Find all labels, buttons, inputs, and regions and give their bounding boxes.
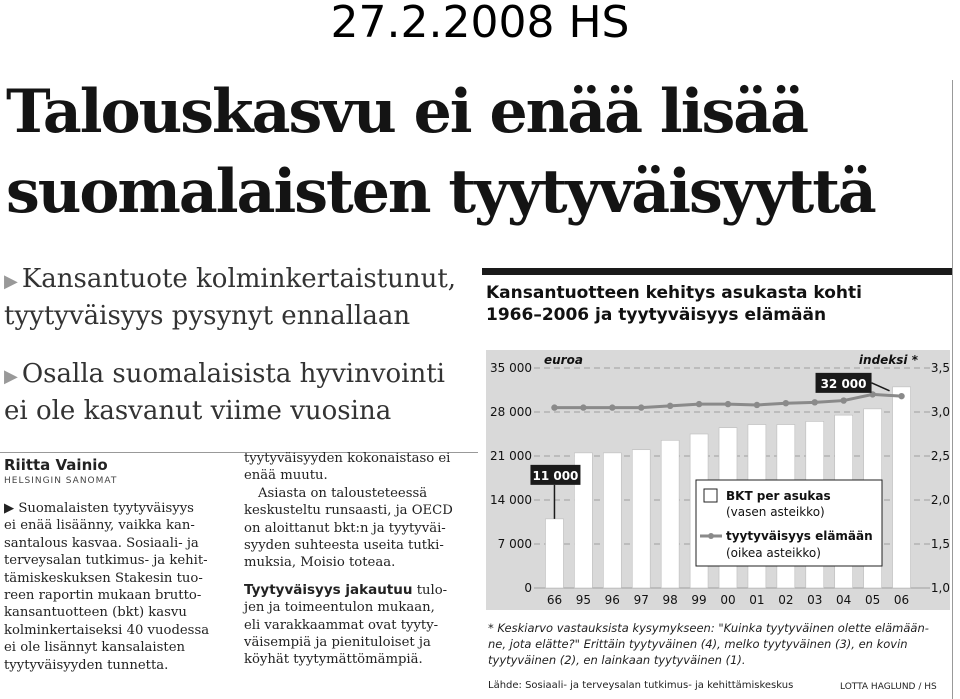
body-line: ei ole lisännyt kansalaisten: [4, 640, 185, 656]
left-tick-label: 35 000: [490, 361, 532, 375]
chart-footnote-line: * Keskiarvo vastauksista kysymykseen: "Kuinka tyytyväinen olette elämään-: [488, 621, 929, 635]
body-line: tyytyväisyyden kokonaistaso ei: [244, 451, 451, 466]
body-line: eli varakkaammat ovat tyyty-: [244, 617, 439, 633]
body-line: on aloittanut bkt:n ja tyytyväi-: [244, 520, 446, 536]
date-stamp: 27.2.2008 HS: [330, 0, 630, 48]
left-tick-label: 14 000: [490, 493, 532, 507]
body-line: jen ja toimeentulon mukaan,: [244, 600, 435, 616]
left-tick-label: 7 000: [497, 537, 532, 551]
bar: [603, 453, 621, 588]
headline-line-1: Talouskasvu ei enää lisää: [6, 77, 808, 147]
body-line: ei enää lisäänny, vaikka kan-: [4, 518, 195, 534]
left-tick-label: 0: [524, 581, 532, 595]
bar: [893, 387, 911, 588]
body-line: Tyytyväisyys jakautuu tulo-: [244, 581, 448, 598]
x-tick-label: 04: [836, 593, 852, 607]
right-tick-label: 3,0: [930, 405, 950, 419]
satisfaction-point: [812, 399, 818, 405]
legend-line-dot: [708, 533, 714, 539]
page-edge-rule: [952, 80, 953, 699]
x-tick-label: 96: [604, 593, 620, 607]
satisfaction-point: [696, 401, 702, 407]
x-tick-label: 03: [807, 593, 823, 607]
body-line: enää muutu.: [244, 468, 328, 484]
body-line: ▶ Suomalaisten tyytyväisyys: [4, 501, 194, 516]
body-line: syyden suhteesta useita tutki-: [244, 538, 444, 554]
body-line: terveysalan tutkimus- ja kehit-: [4, 553, 208, 569]
right-tick-label: 2,0: [930, 493, 950, 507]
right-tick-label: 1,5: [930, 537, 950, 551]
x-tick-label: 66: [546, 593, 563, 607]
right-tick-label: 2,5: [930, 449, 950, 463]
x-tick-label: 02: [778, 593, 794, 607]
chart-author: LOTTA HAGLUND / HS: [840, 682, 937, 692]
callout-pointer: [872, 383, 890, 391]
x-tick-label: 01: [749, 593, 765, 607]
body-line: reen raportin mukaan brutto-: [4, 588, 202, 604]
x-tick-label: 95: [575, 593, 592, 607]
chart-footnote-line: ne, jota elätte?" Erittäin tyytyväinen (4), melko tyytyväinen (3), en kovin: [488, 637, 908, 651]
right-tick-label: 1,0: [930, 581, 950, 595]
x-tick-label: 98: [662, 593, 678, 607]
right-axis-label: indeksi *: [858, 353, 918, 367]
satisfaction-point: [898, 393, 904, 399]
chart-footnote-line: tyytyväinen (2), en lainkaan tyytyväinen (1).: [488, 653, 746, 667]
legend-label: BKT per asukas: [726, 489, 831, 503]
satisfaction-point: [580, 404, 586, 410]
body-line: Asiasta on talousteteessä: [258, 485, 428, 501]
left-tick-label: 21 000: [490, 449, 532, 463]
callout-label: 11 000: [532, 468, 579, 483]
legend-note: (oikea asteikko): [726, 546, 821, 560]
lead-in: Tyytyväisyys jakautuu: [244, 581, 413, 598]
satisfaction-point: [609, 404, 615, 410]
x-tick-label: 00: [720, 593, 736, 607]
body-line: tämiskeskuksen Stakesin tuo-: [4, 570, 203, 586]
body-line: santalous kasvaa. Sosiaali- ja: [4, 535, 199, 551]
left-axis-label: euroa: [544, 353, 583, 367]
bar: [632, 450, 650, 588]
body-line: tyytyväisyyden tunnetta.: [4, 657, 169, 673]
byline-author: Riitta Vainio: [4, 456, 108, 474]
subhead-1-line-1: Kansantuote kolminkertaistunut,: [21, 264, 457, 294]
body-line: kolminkertaiseksi 40 vuodessa: [4, 622, 210, 638]
byline-paper: HELSINGIN SANOMAT: [4, 476, 118, 486]
body-line: väisempiä ja pienituloiset ja: [244, 635, 431, 651]
bar: [545, 519, 563, 588]
body-line: muksia, Moisio toteaa.: [244, 555, 396, 571]
headline-line-2: suomalaisten tyytyväisyyttä: [6, 157, 875, 227]
arrow-icon: ▶: [4, 271, 18, 292]
x-tick-label: 06: [893, 593, 910, 607]
callout-label: 32 000: [820, 376, 867, 391]
satisfaction-point: [725, 401, 731, 407]
satisfaction-point: [754, 402, 760, 408]
body-line: keskusteltu runsaasti, ja OECD: [244, 503, 453, 519]
satisfaction-point: [551, 404, 557, 410]
legend-note: (vasen asteikko): [726, 505, 825, 519]
bar: [661, 440, 679, 588]
arrow-icon: ▶: [4, 366, 18, 387]
satisfaction-point: [667, 403, 673, 409]
body-line: kansantuotteen (bkt) kasvu: [4, 605, 187, 621]
subhead-1-line-2: tyytyväisyys pysynyt ennallaan: [4, 301, 411, 331]
chart-title-line-1: Kansantuotteen kehitys asukasta kohti: [486, 283, 862, 303]
subhead-2-line-1: Osalla suomalaisista hyvinvointi: [21, 359, 445, 389]
satisfaction-point: [783, 400, 789, 406]
legend-label: tyytyväisyys elämään: [726, 529, 873, 543]
satisfaction-point: [840, 397, 846, 403]
legend-bar-swatch: [704, 489, 717, 502]
chart-source: Lähde: Sosiaali- ja terveysalan tutkimus- ja kehittämiskeskus: [488, 680, 794, 691]
body-line: köyhät tyytymättömämpiä.: [244, 652, 423, 668]
satisfaction-point: [638, 404, 644, 410]
x-tick-label: 99: [691, 593, 707, 607]
left-tick-label: 28 000: [490, 405, 532, 419]
subhead-2-line-2: ei ole kasvanut viime vuosina: [4, 396, 392, 426]
chart-title-line-2: 1966–2006 ja tyytyväisyys elämään: [486, 305, 827, 325]
x-tick-label: 05: [864, 593, 881, 607]
right-tick-label: 3,5: [930, 361, 950, 375]
x-tick-label: 97: [633, 593, 649, 607]
chart-footnote: [488, 620, 948, 668]
